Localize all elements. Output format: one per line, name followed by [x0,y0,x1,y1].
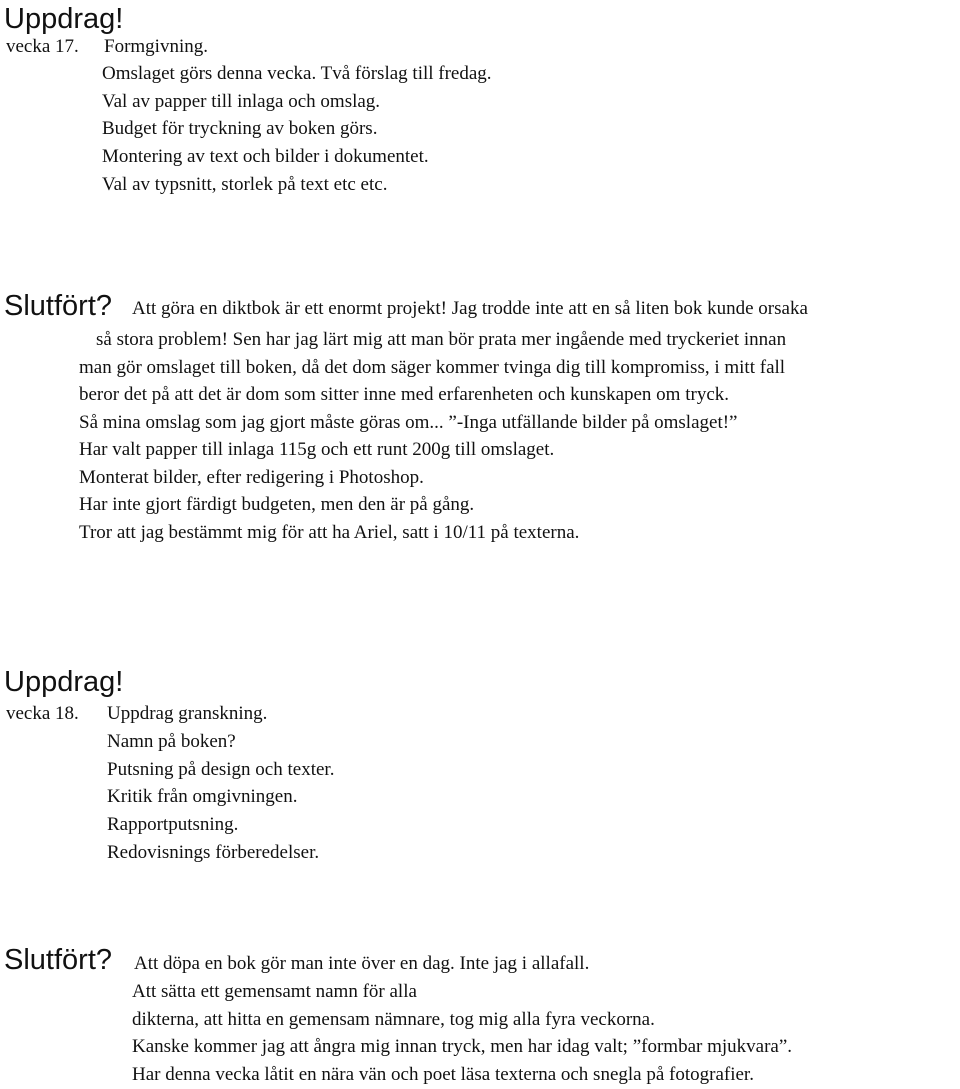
section-heading: Slutfört? [4,944,112,976]
text-line: Kanske kommer jag att ångra mig innan tryck, men har idag valt; ”formbar mjukvara”. [132,1036,793,1057]
week-topic: Formgivning. [104,36,208,57]
section-heading: Uppdrag! [4,3,124,35]
week-label: vecka 18. [6,703,79,724]
section-heading: Uppdrag! [4,666,124,698]
text-line: Så mina omslag som jag gjort måste göras om... ”-Inga utfällande bilder på omslaget!” [79,412,738,433]
text-line: så stora problem! Sen har jag lärt mig att man bör prata mer ingående med tryckeriet innan [96,329,787,350]
text-line: Tror att jag bestämmt mig för att ha Ariel, satt i 10/11 på texterna. [79,522,580,543]
text-line: Har valt papper till inlaga 115g och ett runt 200g till omslaget. [79,439,555,460]
text-line: Att sätta ett gemensamt namn för alla [132,981,417,1002]
task-item: Namn på boken? [107,731,236,752]
task-item: Montering av text och bilder i dokumentet. [102,146,429,167]
text-line: man gör omslaget till boken, då det dom säger kommer tvinga dig till kompromiss, i mitt fall [79,357,786,378]
task-item: Omslaget görs denna vecka. Två förslag till fredag. [102,63,492,84]
task-item: Rapportputsning. [107,814,239,835]
text-line: beror det på att det är dom som sitter inne med erfarenheten och kunskapen om tryck. [79,384,729,405]
text-line: Monterat bilder, efter redigering i Photoshop. [79,467,424,488]
task-item: Val av typsnitt, storlek på text etc etc. [102,174,388,195]
text-line: dikterna, att hitta en gemensam nämnare, tog mig alla fyra veckorna. [132,1009,655,1030]
week-label: vecka 17. [6,36,79,57]
task-item: Budget för tryckning av boken görs. [102,118,378,139]
text-line: Har denna vecka låtit en nära vän och poet läsa texterna och snegla på fotografier. [132,1064,754,1085]
task-item: Putsning på design och texter. [107,759,335,780]
text-line: Att döpa en bok gör man inte över en dag. Inte jag i allafall. [134,953,590,974]
section-heading: Slutfört? [4,290,112,322]
text-line: Har inte gjort färdigt budgeten, men den är på gång. [79,494,475,515]
week-topic: Uppdrag granskning. [107,703,268,724]
task-item: Redovisnings förberedelser. [107,842,320,863]
text-line: Att göra en diktbok är ett enormt projekt! Jag trodde inte att en så liten bok kunde orsaka [132,298,808,319]
task-item: Kritik från omgivningen. [107,786,298,807]
task-item: Val av papper till inlaga och omslag. [102,91,381,112]
